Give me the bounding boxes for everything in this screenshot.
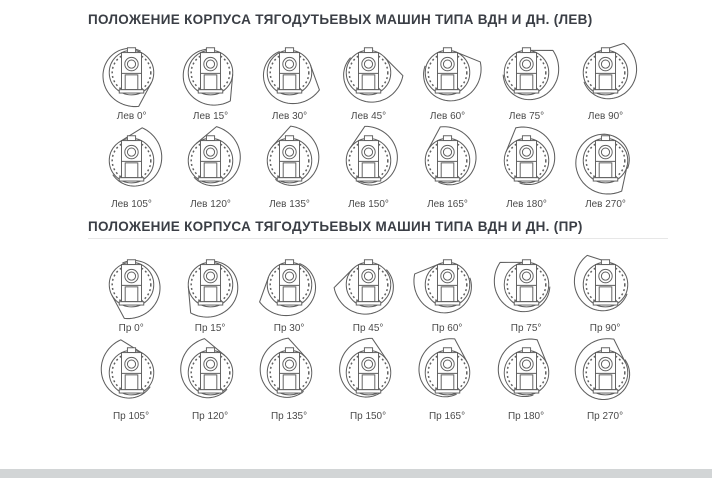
fan-cell [92, 249, 171, 334]
fan-cell [329, 37, 408, 122]
fan-position-label: Пр 90° [590, 322, 621, 334]
fan-cell [408, 125, 487, 210]
fan-position-label: Лев 120° [190, 198, 231, 210]
fan-volute-diagram [568, 337, 643, 409]
fan-volute-diagram [331, 125, 406, 197]
fan-cell [171, 125, 250, 210]
fan-position-label: Лев 165° [427, 198, 468, 210]
fan-position-label: Лев 30° [271, 110, 308, 122]
fan-position-label: Пр 135° [271, 410, 308, 422]
fan-cell [92, 37, 171, 122]
fan-volute-diagram [331, 337, 406, 409]
fan-cell [408, 37, 487, 122]
fan-cell [171, 249, 250, 334]
fan-cell [487, 37, 566, 122]
fan-cell [250, 125, 329, 210]
fan-volute-diagram [489, 37, 564, 109]
fan-position-label: Лев 270° [585, 198, 626, 210]
fan-volute-diagram [252, 249, 327, 321]
fan-volute-diagram [568, 37, 643, 109]
fan-cell [329, 125, 408, 210]
fan-volute-diagram [173, 249, 248, 321]
fan-volute-diagram [94, 125, 169, 197]
fan-position-label: Пр 60° [432, 322, 463, 334]
fan-cell [408, 337, 487, 422]
fan-position-chart [88, 6, 668, 425]
fan-volute-diagram [94, 249, 169, 321]
fan-cell [408, 249, 487, 334]
bottom-strip [0, 469, 712, 478]
fan-volute-diagram [568, 249, 643, 321]
fan-position-label: Лев 90° [587, 110, 624, 122]
fan-volute-diagram [410, 337, 485, 409]
section-title-lev: ПОЛОЖЕНИЕ КОРПУСА ТЯГОДУТЬЕВЫХ МАШИН ТИПА ВДН И ДН. (ЛЕВ) [88, 12, 593, 27]
fan-cell [171, 337, 250, 422]
fan-cell [92, 125, 171, 210]
fan-volute-diagram [173, 125, 248, 197]
fan-volute-diagram [489, 337, 564, 409]
section-lev-rows [88, 37, 668, 213]
fan-cell [566, 249, 645, 334]
fan-position-label: Пр 15° [195, 322, 226, 334]
fan-volute-diagram [331, 249, 406, 321]
fan-position-label: Лев 75° [508, 110, 545, 122]
fan-position-label: Пр 150° [350, 410, 387, 422]
section-lev [88, 12, 668, 213]
fan-position-label: Лев 150° [348, 198, 389, 210]
fan-grid-row [92, 125, 668, 213]
fan-volute-diagram [410, 37, 485, 109]
fan-position-label: Лев 180° [506, 198, 547, 210]
section-pr [88, 219, 668, 425]
fan-volute-diagram [252, 37, 327, 109]
fan-position-label: Пр 75° [511, 322, 542, 334]
fan-position-label: Лев 60° [429, 110, 466, 122]
fan-volute-diagram [489, 249, 564, 321]
fan-position-label: Лев 45° [350, 110, 387, 122]
fan-volute-diagram [331, 37, 406, 109]
fan-volute-diagram [410, 125, 485, 197]
fan-volute-diagram [252, 337, 327, 409]
fan-cell [487, 337, 566, 422]
section-pr-rows [88, 249, 668, 425]
fan-position-label: Лев 135° [269, 198, 310, 210]
fan-cell [250, 337, 329, 422]
fan-grid-row [92, 337, 668, 425]
fan-position-label: Пр 180° [508, 410, 545, 422]
fan-position-label: Пр 0° [118, 322, 145, 334]
fan-cell [250, 249, 329, 334]
fan-position-label: Пр 270° [587, 410, 624, 422]
section-title-pr: ПОЛОЖЕНИЕ КОРПУСА ТЯГОДУТЬЕВЫХ МАШИН ТИПА ВДН И ДН. (ПР) [88, 219, 668, 239]
fan-volute-diagram [94, 37, 169, 109]
fan-cell [487, 125, 566, 210]
fan-position-label: Пр 120° [192, 410, 229, 422]
fan-volute-diagram [568, 125, 643, 197]
fan-volute-diagram [173, 37, 248, 109]
fan-volute-diagram [252, 125, 327, 197]
fan-cell [329, 337, 408, 422]
fan-cell [171, 37, 250, 122]
fan-cell [566, 337, 645, 422]
fan-grid-row [92, 249, 668, 337]
fan-grid-row [92, 37, 668, 125]
fan-volute-diagram [173, 337, 248, 409]
fan-position-label: Пр 45° [353, 322, 384, 334]
fan-volute-diagram [94, 337, 169, 409]
fan-cell [329, 249, 408, 334]
fan-volute-diagram [410, 249, 485, 321]
fan-cell [487, 249, 566, 334]
fan-cell [92, 337, 171, 422]
fan-position-label: Лев 0° [116, 110, 147, 122]
fan-cell [566, 125, 645, 210]
fan-cell [566, 37, 645, 122]
fan-position-label: Лев 15° [192, 110, 229, 122]
fan-position-label: Пр 165° [429, 410, 466, 422]
fan-position-label: Пр 30° [274, 322, 305, 334]
fan-volute-diagram [489, 125, 564, 197]
fan-position-label: Пр 105° [113, 410, 150, 422]
fan-position-label: Лев 105° [111, 198, 152, 210]
fan-cell [250, 37, 329, 122]
